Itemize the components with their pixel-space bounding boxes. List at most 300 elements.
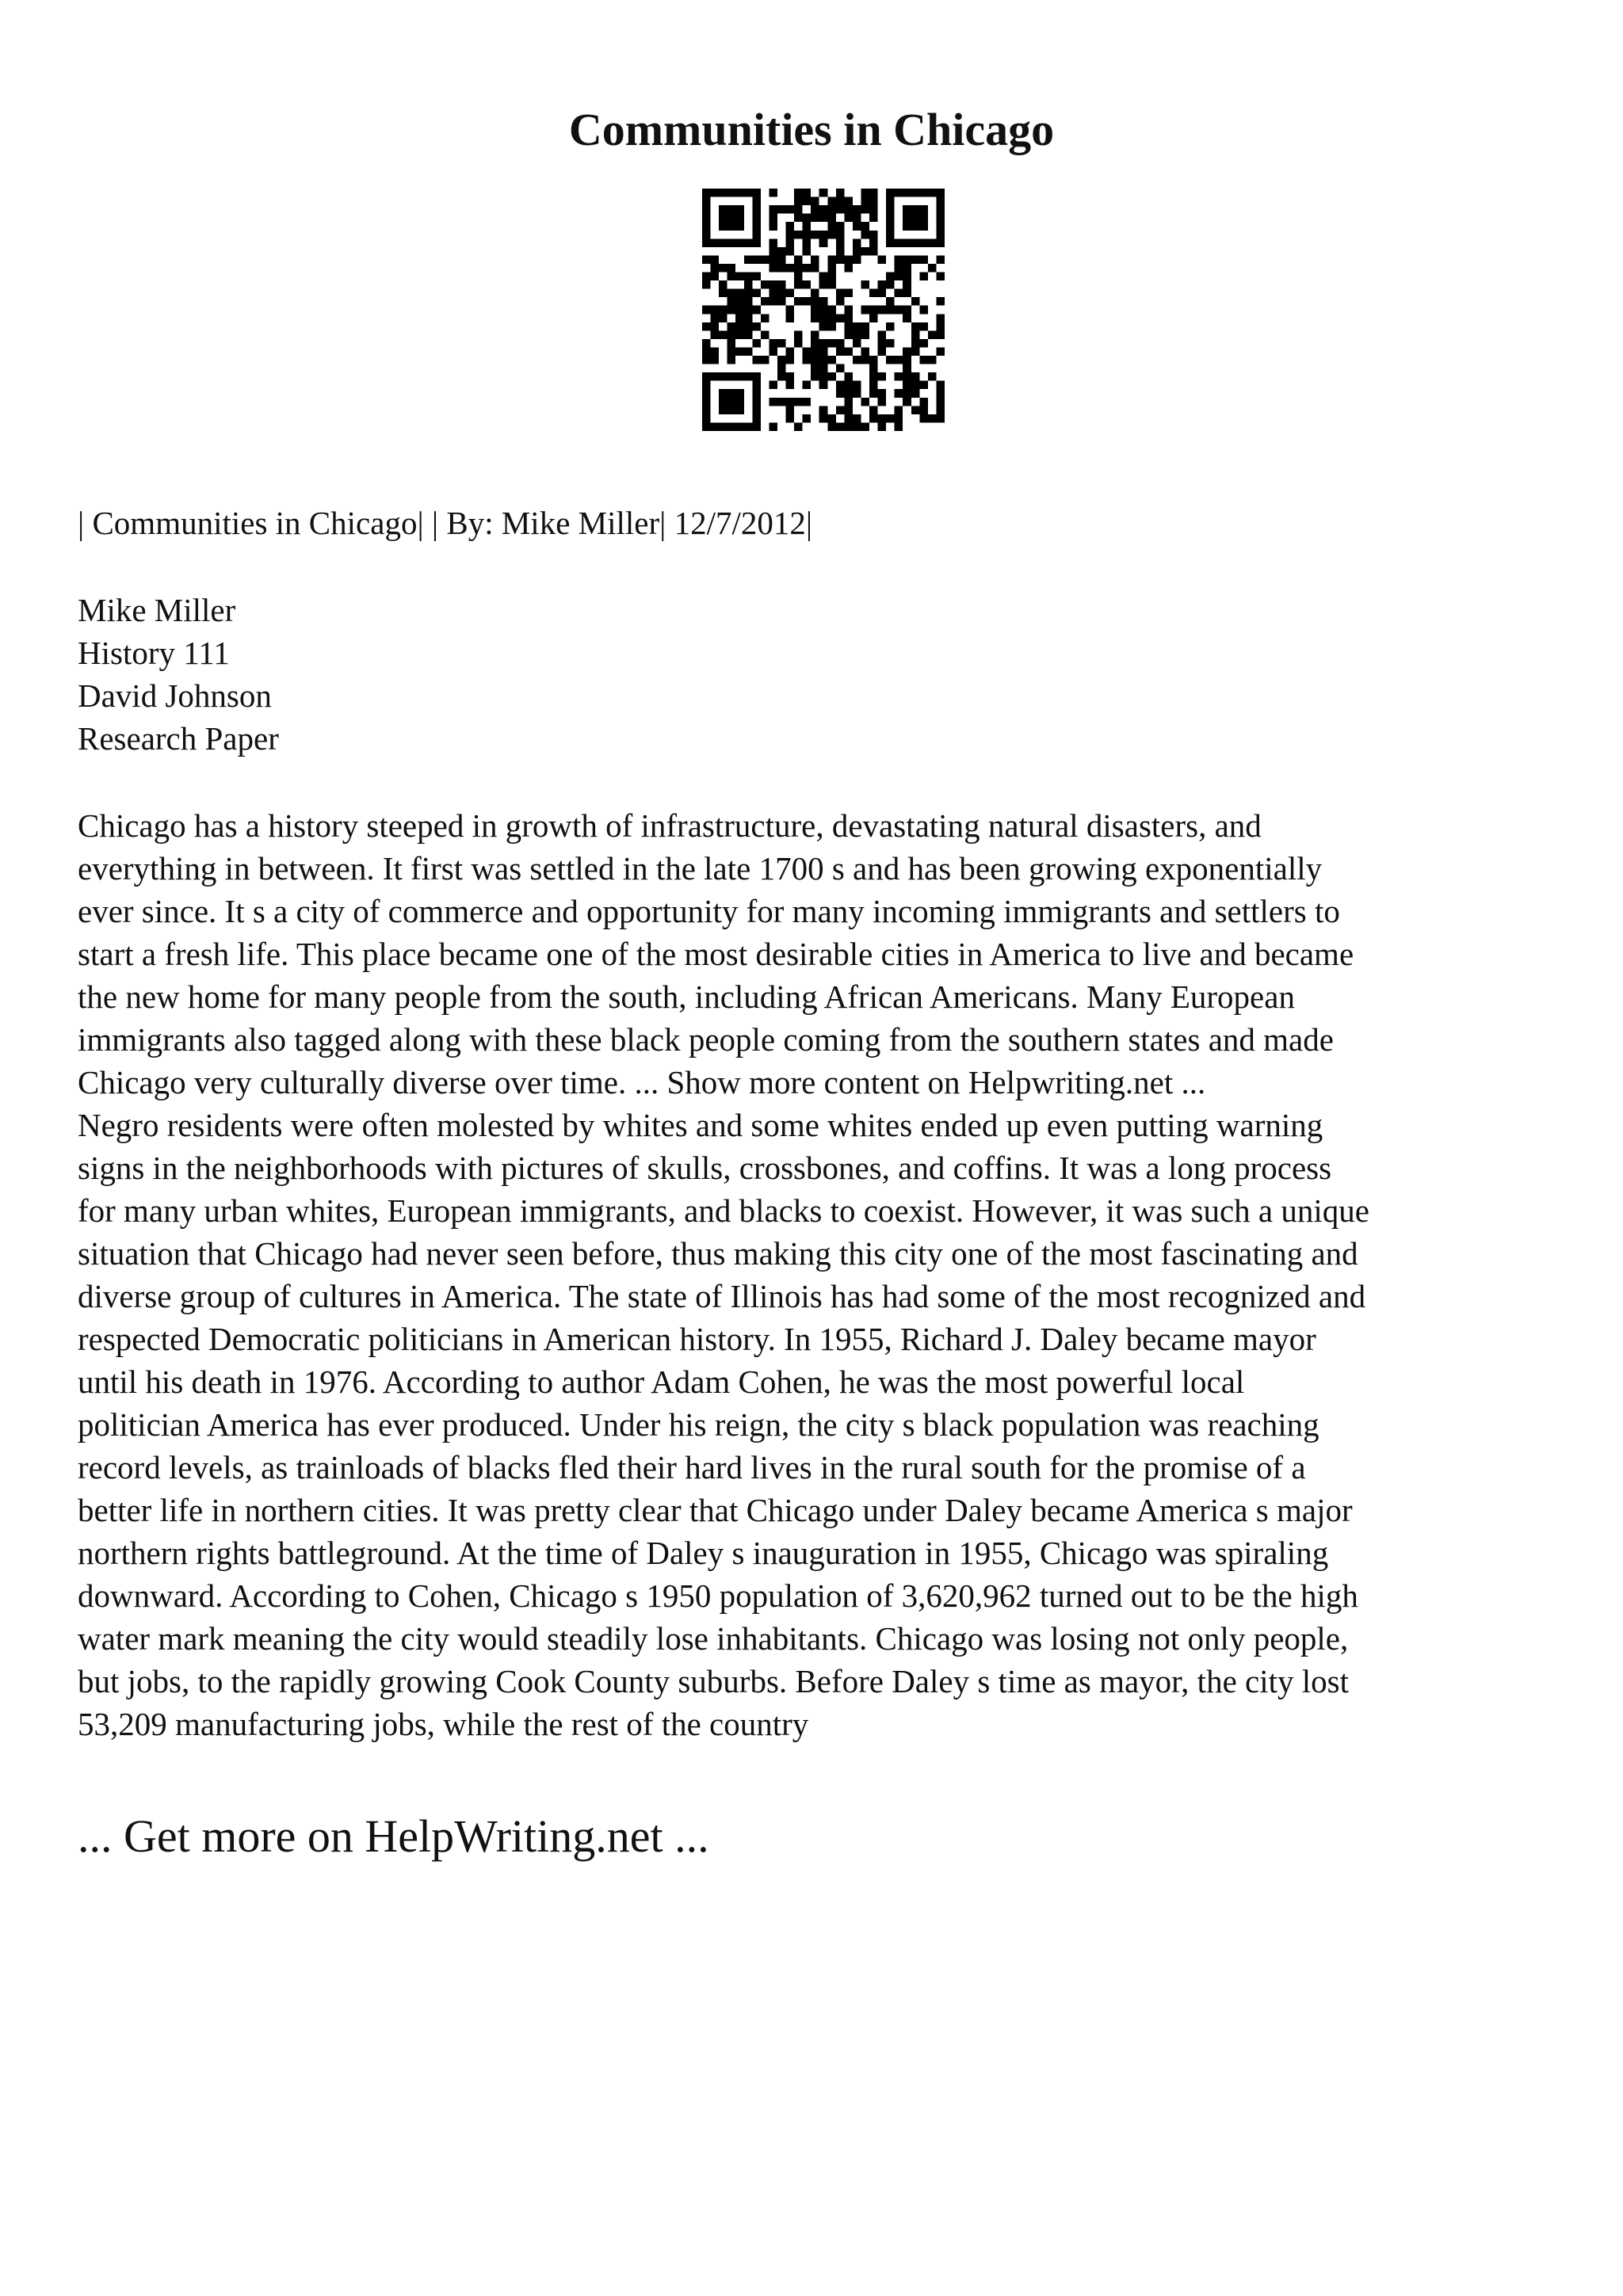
- body-line: signs in the neighborhoods with pictures of skulls, crossbones, and coffins. It was a long process: [78, 1150, 1332, 1186]
- qr-module: [869, 389, 878, 398]
- qr-module: [803, 381, 812, 390]
- qr-module: [836, 314, 845, 322]
- qr-module: [719, 398, 727, 406]
- qr-module: [761, 356, 769, 364]
- qr-module: [777, 247, 786, 256]
- qr-module: [869, 372, 878, 381]
- qr-module: [853, 238, 861, 247]
- qr-module: [761, 297, 769, 306]
- qr-module: [827, 255, 836, 264]
- body-line: 53,209 manufacturing jobs, while the rest of the country: [78, 1706, 809, 1742]
- qr-module: [819, 322, 828, 331]
- qr-module: [836, 238, 845, 247]
- body-line: northern rights battleground. At the time of Daley s inauguration in 1955, Chicago was spiraling: [78, 1535, 1329, 1571]
- qr-module: [702, 231, 711, 239]
- qr-module: [752, 322, 761, 331]
- qr-module: [895, 189, 903, 197]
- qr-module: [903, 364, 911, 373]
- qr-module: [869, 406, 878, 414]
- qr-module: [919, 189, 928, 197]
- qr-module: [727, 297, 736, 306]
- qr-module: [853, 381, 861, 390]
- qr-module: [853, 222, 861, 231]
- qr-module: [735, 322, 744, 331]
- body-line: immigrants also tagged along with these black people coming from the southern states and made: [78, 1021, 1334, 1058]
- qr-module: [928, 330, 937, 339]
- qr-module: [777, 255, 786, 264]
- qr-module: [702, 255, 711, 264]
- qr-module: [919, 356, 928, 364]
- qr-module: [878, 306, 887, 315]
- qr-module: [811, 255, 819, 264]
- qr-module: [794, 205, 803, 214]
- qr-module: [777, 372, 786, 381]
- qr-module: [827, 314, 836, 322]
- qr-module: [794, 297, 803, 306]
- qr-module: [878, 414, 887, 423]
- qr-module: [744, 372, 753, 381]
- qr-module: [727, 306, 736, 315]
- qr-module: [702, 414, 711, 423]
- qr-module: [928, 238, 937, 247]
- qr-module: [919, 255, 928, 264]
- qr-module: [878, 398, 887, 406]
- qr-module: [727, 289, 736, 298]
- qr-module: [752, 289, 761, 298]
- qr-module: [719, 189, 727, 197]
- qr-module: [786, 289, 795, 298]
- body-line: water mark meaning the city would steadily lose inhabitants. Chicago was losing not only people,: [78, 1620, 1349, 1657]
- qr-module: [836, 197, 845, 206]
- qr-module: [761, 280, 769, 289]
- qr-module: [853, 330, 861, 339]
- qr-module: [752, 414, 761, 423]
- qr-module: [936, 414, 945, 423]
- qr-module: [752, 398, 761, 406]
- qr-module: [727, 347, 736, 356]
- qr-module: [819, 189, 828, 197]
- qr-module: [794, 214, 803, 223]
- body-line: for many urban whites, European immigrants, and blacks to coexist. However, it was such a unique: [78, 1192, 1369, 1229]
- qr-module: [752, 356, 761, 364]
- qr-module: [878, 280, 887, 289]
- qr-module: [827, 264, 836, 273]
- qr-module: [928, 264, 937, 273]
- qr-module: [827, 339, 836, 348]
- qr-module: [903, 264, 911, 273]
- qr-module: [786, 205, 795, 214]
- qr-module: [827, 231, 836, 239]
- page-title: Communities in Chicago: [568, 104, 1055, 155]
- qr-module: [803, 238, 812, 247]
- qr-module: [711, 330, 720, 339]
- qr-module: [928, 372, 937, 381]
- qr-module: [786, 247, 795, 256]
- qr-module: [769, 247, 777, 256]
- qr-module: [895, 264, 903, 273]
- qr-module: [794, 197, 803, 206]
- qr-module: [711, 273, 720, 281]
- qr-module: [811, 306, 819, 315]
- qr-module: [919, 273, 928, 281]
- qr-module: [836, 339, 845, 348]
- qr-module: [752, 381, 761, 390]
- qr-module: [903, 205, 911, 214]
- paper-header: [78, 589, 279, 760]
- qr-module: [861, 322, 869, 331]
- qr-module: [844, 422, 853, 431]
- qr-module: [711, 372, 720, 381]
- qr-module: [886, 214, 895, 223]
- qr-module: [819, 414, 828, 423]
- qr-module: [786, 314, 795, 322]
- qr-module: [711, 189, 720, 197]
- qr-module: [869, 205, 878, 214]
- qr-module: [886, 231, 895, 239]
- qr-module: [811, 264, 819, 273]
- qr-module: [911, 406, 920, 414]
- qr-module: [735, 347, 744, 356]
- qr-module: [861, 356, 869, 364]
- qr-module: [919, 205, 928, 214]
- qr-module: [794, 264, 803, 273]
- qr-module: [844, 264, 853, 273]
- qr-module: [903, 222, 911, 231]
- qr-module: [844, 398, 853, 406]
- qr-module: [911, 347, 920, 356]
- qr-module: [761, 330, 769, 339]
- qr-module: [769, 289, 777, 298]
- qr-module: [702, 406, 711, 414]
- qr-module: [752, 197, 761, 206]
- qr-module: [919, 322, 928, 331]
- qr-module: [836, 247, 845, 256]
- qr-module: [853, 247, 861, 256]
- qr-module: [844, 414, 853, 423]
- body-line: better life in northern cities. It was pretty clear that Chicago under Daley became America s major: [78, 1492, 1353, 1528]
- qr-module: [727, 264, 736, 273]
- qr-module: [786, 381, 795, 390]
- qr-module: [744, 273, 753, 281]
- qr-module: [711, 322, 720, 331]
- qr-module: [719, 222, 727, 231]
- qr-module: [869, 381, 878, 390]
- qr-module: [769, 238, 777, 247]
- qr-module: [761, 255, 769, 264]
- qr-module: [786, 231, 795, 239]
- qr-module: [769, 280, 777, 289]
- qr-module: [794, 231, 803, 239]
- qr-module: [711, 347, 720, 356]
- qr-module: [895, 306, 903, 315]
- qr-module: [744, 289, 753, 298]
- body-line: start a fresh life. This place became one of the most desirable cities in America to live and became: [78, 936, 1354, 972]
- qr-module: [853, 205, 861, 214]
- qr-module: [878, 347, 887, 356]
- qr-module: [919, 222, 928, 231]
- qr-module: [786, 222, 795, 231]
- qr-module: [936, 231, 945, 239]
- qr-module: [786, 406, 795, 414]
- qr-module: [886, 322, 895, 331]
- qr-module: [886, 280, 895, 289]
- qr-module: [777, 339, 786, 348]
- qr-module: [803, 247, 812, 256]
- course-name: History 111: [78, 635, 230, 671]
- qr-module: [836, 347, 845, 356]
- qr-module: [735, 372, 744, 381]
- qr-module: [735, 398, 744, 406]
- qr-module: [744, 314, 753, 322]
- qr-module: [786, 264, 795, 273]
- qr-module: [803, 264, 812, 273]
- qr-module: [827, 356, 836, 364]
- qr-module: [886, 414, 895, 423]
- qr-module: [794, 330, 803, 339]
- qr-module: [786, 356, 795, 364]
- qr-module: [919, 414, 928, 423]
- qr-module: [735, 214, 744, 223]
- qr-module: [819, 273, 828, 281]
- qr-module: [744, 255, 753, 264]
- qr-module: [886, 306, 895, 315]
- qr-module: [919, 238, 928, 247]
- qr-module: [936, 197, 945, 206]
- qr-module: [727, 356, 736, 364]
- body-line: politician America has ever produced. Under his reign, the city s black population was reaching: [78, 1406, 1319, 1443]
- qr-module: [844, 381, 853, 390]
- qr-module: [735, 205, 744, 214]
- body-line: until his death in 1976. According to author Adam Cohen, he was the most powerful local: [78, 1363, 1245, 1400]
- qr-module: [827, 280, 836, 289]
- qr-module: [752, 238, 761, 247]
- qr-module: [911, 389, 920, 398]
- qr-module: [895, 389, 903, 398]
- qr-module: [811, 364, 819, 373]
- qr-module: [744, 322, 753, 331]
- qr-module: [803, 231, 812, 239]
- qr-module: [861, 231, 869, 239]
- qr-module: [803, 356, 812, 364]
- qr-module: [827, 197, 836, 206]
- qr-module: [895, 406, 903, 414]
- qr-module: [936, 205, 945, 214]
- qr-module: [886, 189, 895, 197]
- qr-module: [803, 280, 812, 289]
- qr-module: [702, 189, 711, 197]
- qr-module: [895, 238, 903, 247]
- qr-module: [794, 255, 803, 264]
- qr-module: [719, 330, 727, 339]
- body-text: [78, 804, 1560, 1745]
- qr-module: [886, 222, 895, 231]
- qr-module: [735, 189, 744, 197]
- qr-module: [919, 398, 928, 406]
- qr-module: [903, 238, 911, 247]
- qr-module: [886, 238, 895, 247]
- qr-module: [786, 414, 795, 423]
- qr-module: [727, 214, 736, 223]
- qr-module: [719, 314, 727, 322]
- qr-module: [752, 214, 761, 223]
- qr-module: [844, 214, 853, 223]
- qr-code-image: [702, 189, 945, 431]
- qr-module: [895, 289, 903, 298]
- qr-module: [727, 330, 736, 339]
- qr-module: [844, 197, 853, 206]
- qr-module: [803, 189, 812, 197]
- qr-module: [719, 306, 727, 315]
- qr-module: [878, 372, 887, 381]
- qr-module: [911, 214, 920, 223]
- qr-module: [844, 372, 853, 381]
- qr-module: [861, 398, 869, 406]
- qr-module: [903, 398, 911, 406]
- qr-module: [895, 372, 903, 381]
- qr-module: [769, 205, 777, 214]
- qr-module: [844, 255, 853, 264]
- qr-module: [836, 389, 845, 398]
- qr-module: [819, 314, 828, 322]
- qr-module: [702, 197, 711, 206]
- qr-module: [752, 205, 761, 214]
- qr-module: [719, 406, 727, 414]
- qr-module: [861, 306, 869, 315]
- qr-module: [711, 264, 720, 273]
- qr-module: [903, 214, 911, 223]
- qr-module: [811, 314, 819, 322]
- qr-module: [911, 339, 920, 348]
- qr-module: [727, 189, 736, 197]
- qr-module: [794, 422, 803, 431]
- get-more-link[interactable]: ... Get more on HelpWriting.net ...: [78, 1810, 709, 1862]
- qr-module: [752, 372, 761, 381]
- qr-module: [861, 189, 869, 197]
- qr-module: [777, 356, 786, 364]
- qr-module: [861, 330, 869, 339]
- qr-module: [769, 398, 777, 406]
- qr-module: [936, 273, 945, 281]
- qr-module: [903, 356, 911, 364]
- qr-module: [752, 306, 761, 315]
- qr-module: [928, 414, 937, 423]
- qr-module: [702, 273, 711, 281]
- qr-module: [836, 255, 845, 264]
- qr-module: [895, 356, 903, 364]
- qr-module: [827, 273, 836, 281]
- qr-module: [769, 297, 777, 306]
- qr-module: [861, 347, 869, 356]
- qr-module: [769, 264, 777, 273]
- qr-module: [744, 306, 753, 315]
- qr-module: [719, 238, 727, 247]
- qr-module: [711, 314, 720, 322]
- qr-module: [844, 205, 853, 214]
- qr-module: [777, 264, 786, 273]
- qr-module: [936, 322, 945, 331]
- body-line: ever since. It s a city of commerce and opportunity for many incoming immigrants and settlers to: [78, 893, 1340, 929]
- qr-module: [735, 422, 744, 431]
- qr-module: [794, 339, 803, 348]
- qr-module: [811, 372, 819, 381]
- qr-module: [869, 306, 878, 315]
- qr-module: [727, 422, 736, 431]
- qr-module: [844, 289, 853, 298]
- qr-module: [769, 214, 777, 223]
- qr-module: [702, 222, 711, 231]
- qr-module: [836, 189, 845, 197]
- qr-module: [903, 389, 911, 398]
- qr-module: [827, 306, 836, 315]
- qr-module: [786, 347, 795, 356]
- qr-module: [819, 381, 828, 390]
- qr-module: [752, 389, 761, 398]
- qr-module: [786, 372, 795, 381]
- qr-module: [869, 197, 878, 206]
- qr-module: [895, 422, 903, 431]
- qr-module: [836, 289, 845, 298]
- body-line: but jobs, to the rapidly growing Cook County suburbs. Before Daley s time as mayor, the city lost: [78, 1663, 1349, 1699]
- qr-module: [803, 414, 812, 423]
- qr-module: [861, 205, 869, 214]
- body-line: the new home for many people from the south, including African Americans. Many European: [78, 978, 1295, 1015]
- qr-module: [786, 238, 795, 247]
- qr-module: [769, 222, 777, 231]
- qr-module: [903, 280, 911, 289]
- qr-module: [936, 381, 945, 390]
- qr-module: [702, 356, 711, 364]
- qr-module: [936, 314, 945, 322]
- qr-module: [735, 297, 744, 306]
- qr-module: [744, 189, 753, 197]
- qr-module: [844, 322, 853, 331]
- qr-module: [869, 189, 878, 197]
- qr-module: [752, 273, 761, 281]
- qr-module: [844, 406, 853, 414]
- body-line: respected Democratic politicians in American history. In 1955, Richard J. Daley became mayor: [78, 1321, 1316, 1357]
- instructor-name: David Johnson: [78, 677, 272, 714]
- qr-module: [727, 398, 736, 406]
- qr-module: [819, 372, 828, 381]
- qr-module: [853, 339, 861, 348]
- qr-module: [727, 205, 736, 214]
- qr-module: [735, 406, 744, 414]
- qr-module: [844, 347, 853, 356]
- qr-module: [811, 330, 819, 339]
- qr-module: [853, 255, 861, 264]
- qr-module: [735, 273, 744, 281]
- qr-module: [903, 381, 911, 390]
- qr-module: [769, 339, 777, 348]
- qr-module: [911, 372, 920, 381]
- qr-module: [936, 347, 945, 356]
- qr-module: [819, 205, 828, 214]
- qr-module: [878, 330, 887, 339]
- author-name: Mike Miller: [78, 592, 236, 628]
- qr-module: [886, 197, 895, 206]
- qr-module: [811, 231, 819, 239]
- qr-module: [819, 339, 828, 348]
- qr-module: [711, 238, 720, 247]
- body-line: situation that Chicago had never seen before, thus making this city one of the most fascinating and: [78, 1235, 1358, 1272]
- qr-module: [702, 398, 711, 406]
- qr-module: [861, 222, 869, 231]
- qr-module: [744, 280, 753, 289]
- body-line: record levels, as trainloads of blacks fled their hard lives in the rural south for the promise of a: [78, 1449, 1306, 1486]
- qr-module: [919, 381, 928, 390]
- qr-module: [777, 280, 786, 289]
- body-line: everything in between. It first was settled in the late 1700 s and has been growing exponentially: [78, 850, 1323, 887]
